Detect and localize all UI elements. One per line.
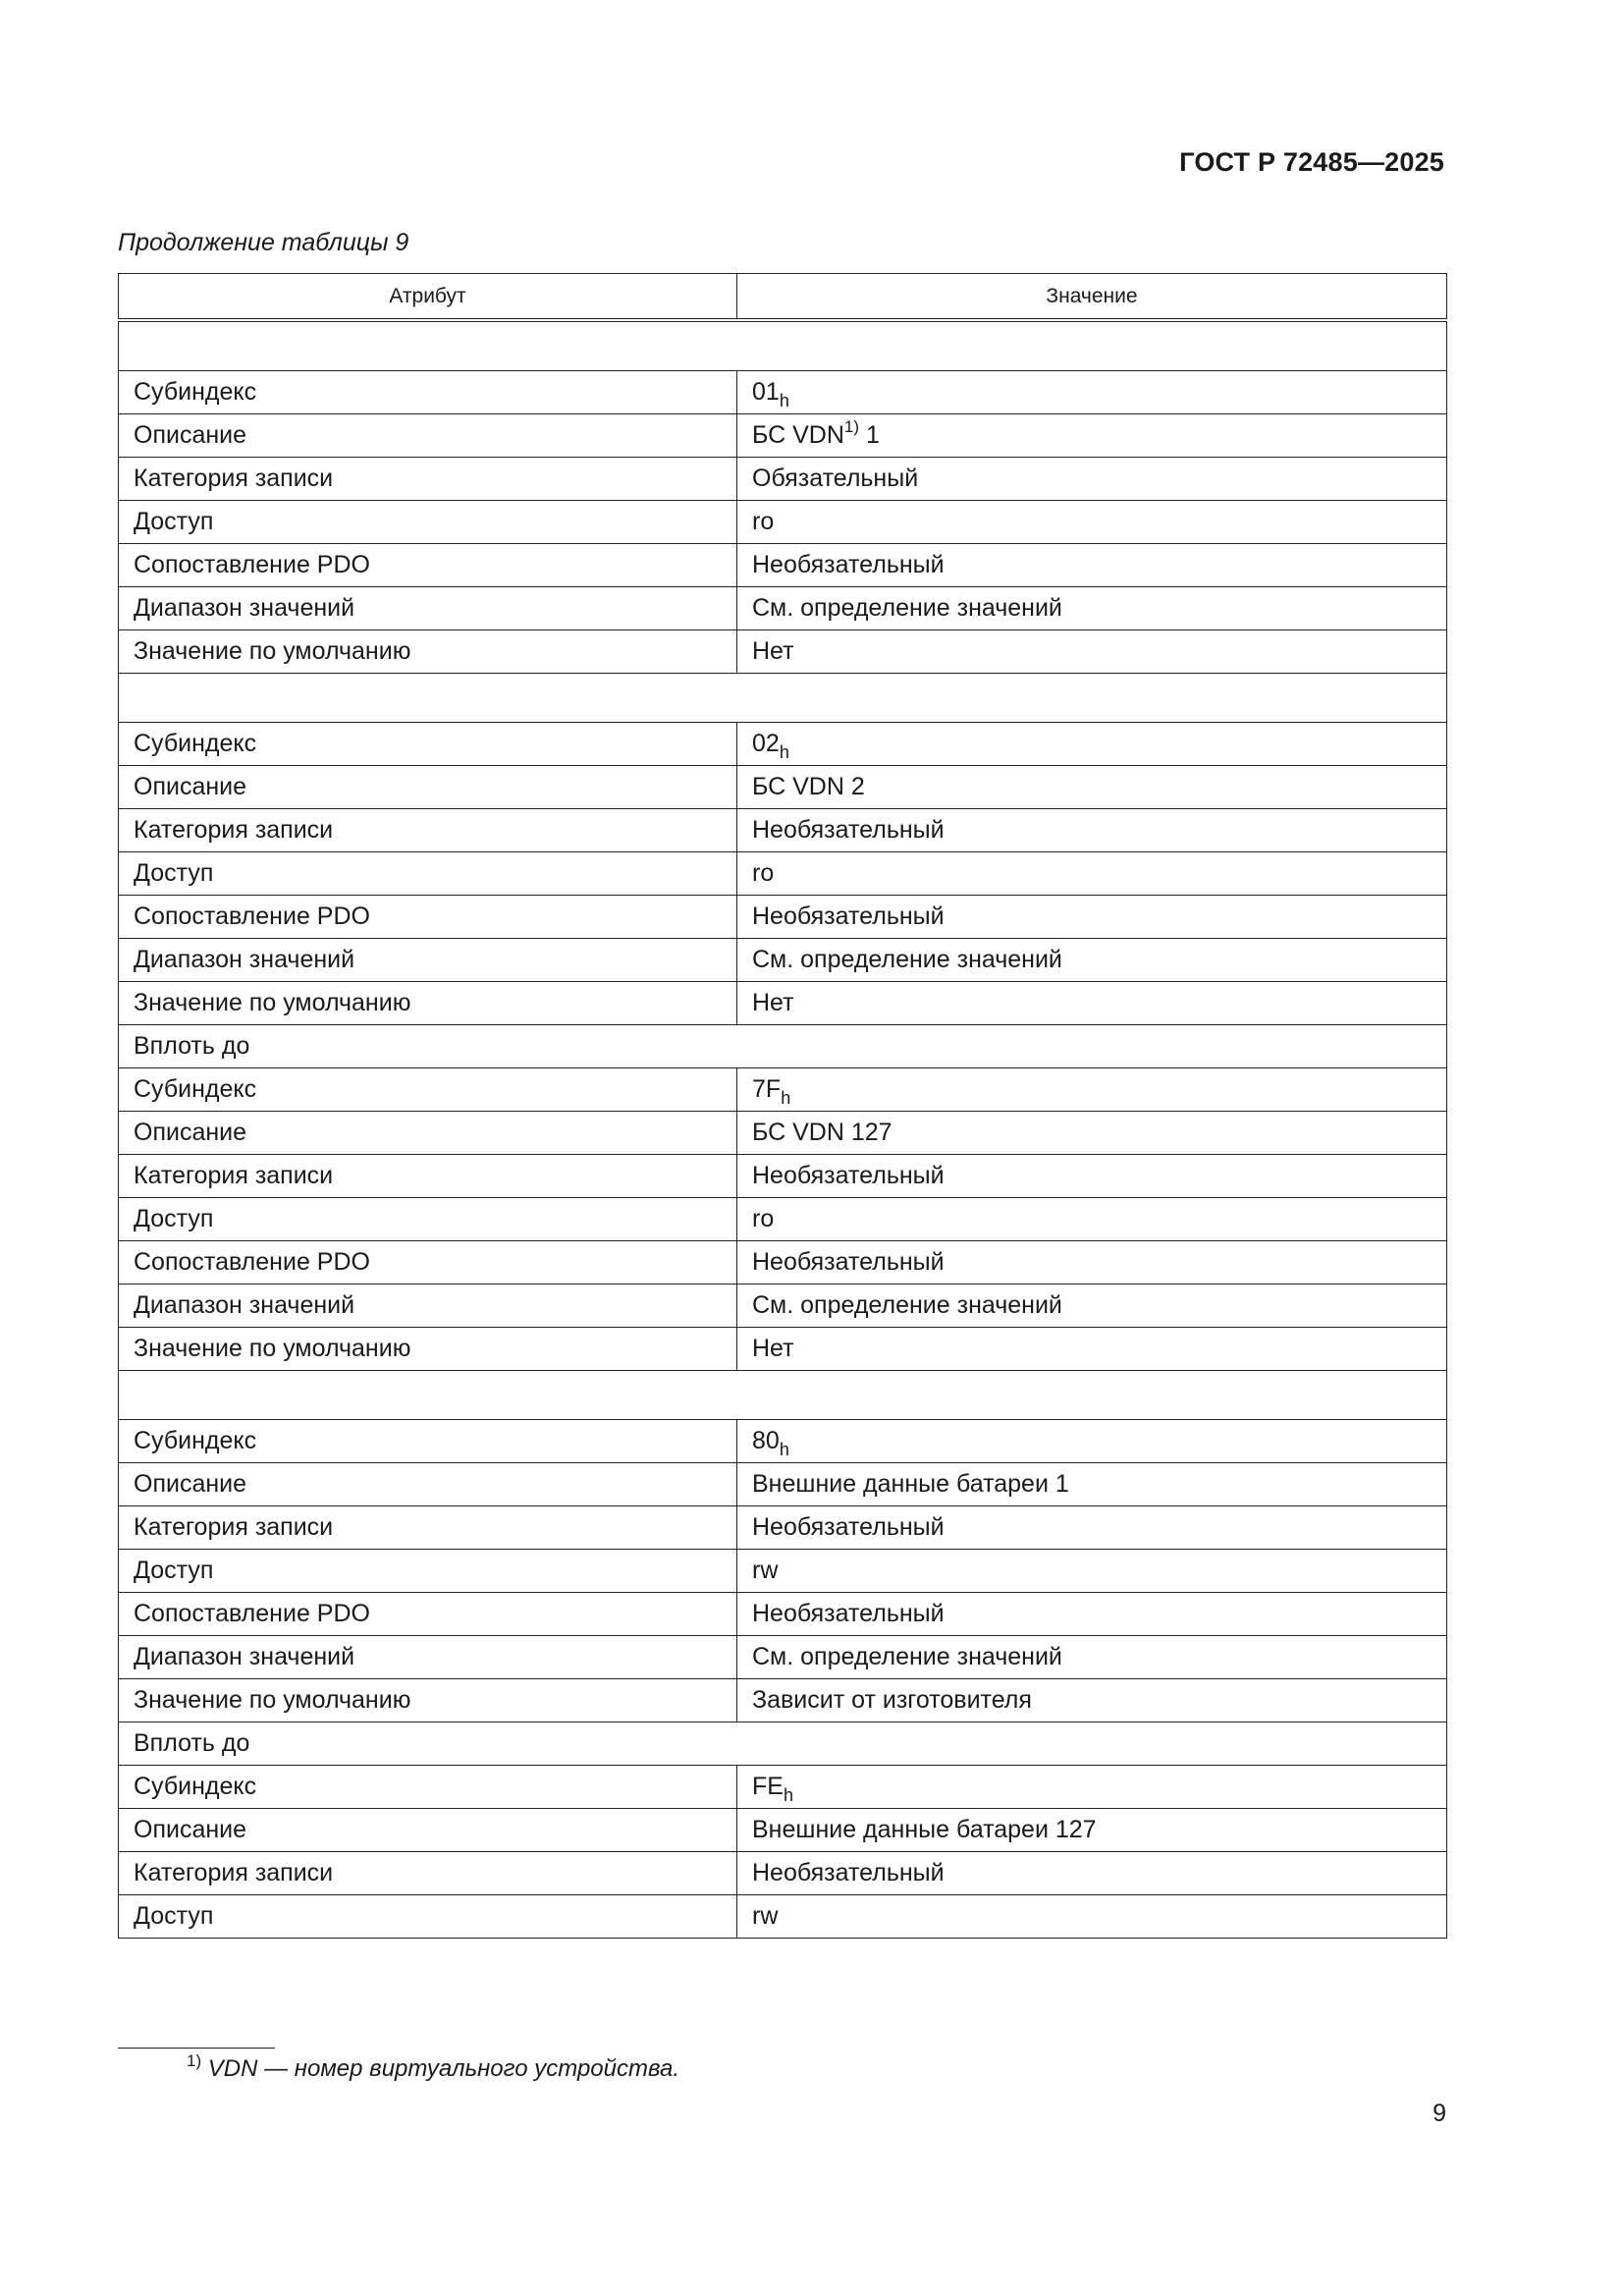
value-cell xyxy=(737,766,1447,809)
value-text: Зависит от изготовителя xyxy=(752,1686,1032,1714)
value-cell xyxy=(737,1766,1447,1809)
value-text: 02 xyxy=(752,730,780,757)
attribute-cell: Доступ xyxy=(119,1550,737,1593)
hex-suffix: h xyxy=(779,391,789,410)
attribute-cell: Сопоставление PDO xyxy=(119,544,737,587)
footnote-text: VDN — номер виртуального устройства. xyxy=(201,2055,680,2082)
value-cell xyxy=(737,1636,1447,1679)
attribute-cell: Субиндекс xyxy=(119,723,737,766)
footnote xyxy=(187,2051,680,2083)
value-text: ro xyxy=(752,859,775,887)
attribute-cell: Диапазон значений xyxy=(119,1285,737,1328)
value-text: Нет xyxy=(752,1335,794,1362)
value-cell xyxy=(737,1285,1447,1328)
value-text: Внешние данные батареи 1 xyxy=(752,1470,1069,1498)
value-text: 80 xyxy=(752,1427,780,1454)
value-text: Необязательный xyxy=(752,1600,945,1627)
table-row xyxy=(119,809,1447,852)
table-row xyxy=(119,630,1447,674)
table-row xyxy=(119,1328,1447,1371)
value-cell xyxy=(737,1463,1447,1506)
value-text: Необязательный xyxy=(752,1513,945,1541)
attribute-cell: Описание xyxy=(119,1112,737,1155)
table-row xyxy=(119,1241,1447,1285)
table-row xyxy=(119,1809,1447,1852)
table-row xyxy=(119,723,1447,766)
table-row xyxy=(119,939,1447,982)
value-text: См. определение значений xyxy=(752,1643,1062,1670)
table-row xyxy=(119,896,1447,939)
table-body xyxy=(119,320,1447,1939)
value-cell xyxy=(737,1809,1447,1852)
range-continuation-row xyxy=(119,1025,1447,1068)
value-cell xyxy=(737,1550,1447,1593)
value-cell xyxy=(737,1155,1447,1198)
attribute-cell: Сопоставление PDO xyxy=(119,896,737,939)
blank-separator-row xyxy=(119,674,1447,723)
table-row xyxy=(119,544,1447,587)
attribute-cell: Описание xyxy=(119,1463,737,1506)
table-row xyxy=(119,766,1447,809)
value-text: Необязательный xyxy=(752,816,945,844)
table-row xyxy=(119,1550,1447,1593)
table-row xyxy=(119,1420,1447,1463)
value-text: 7F xyxy=(752,1075,782,1103)
table-row xyxy=(119,501,1447,544)
table-row xyxy=(119,982,1447,1025)
value-text: Необязательный xyxy=(752,1162,945,1189)
value-cell xyxy=(737,1506,1447,1550)
value-cell xyxy=(737,852,1447,896)
range-continuation-cell: Вплоть до xyxy=(119,1025,1447,1068)
footnote-marker: 1) xyxy=(187,2051,202,2070)
attribute-cell: Значение по умолчанию xyxy=(119,1679,737,1722)
attribute-cell: Диапазон значений xyxy=(119,939,737,982)
document-code: ГОСТ Р 72485—2025 xyxy=(1179,147,1444,177)
value-text: FE xyxy=(752,1773,784,1800)
value-cell xyxy=(737,1112,1447,1155)
value-text: БС VDN 127 xyxy=(752,1119,893,1146)
table-row xyxy=(119,1112,1447,1155)
value-text: Необязательный xyxy=(752,1248,945,1276)
value-text: Необязательный xyxy=(752,1859,945,1886)
page-number: 9 xyxy=(1433,2100,1446,2127)
table-row xyxy=(119,414,1447,458)
range-continuation-cell: Вплоть до xyxy=(119,1722,1447,1766)
value-cell xyxy=(737,1895,1447,1939)
attribute-cell: Диапазон значений xyxy=(119,587,737,630)
header-attribute: Атрибут xyxy=(119,274,737,321)
attribute-cell: Субиндекс xyxy=(119,1766,737,1809)
value-text: Обязательный xyxy=(752,465,919,492)
attribute-cell: Диапазон значений xyxy=(119,1636,737,1679)
attribute-cell: Категория записи xyxy=(119,1506,737,1550)
value-cell xyxy=(737,896,1447,939)
table-row xyxy=(119,1766,1447,1809)
value-cell xyxy=(737,1593,1447,1636)
value-text: См. определение значений xyxy=(752,594,1062,622)
attribute-cell: Субиндекс xyxy=(119,1420,737,1463)
blank-cell xyxy=(119,674,1447,723)
table-row xyxy=(119,587,1447,630)
table-continuation-caption: Продолжение таблицы 9 xyxy=(118,229,409,256)
value-cell xyxy=(737,414,1447,458)
hex-suffix: h xyxy=(781,1088,791,1108)
attribute-cell: Доступ xyxy=(119,501,737,544)
attribute-cell: Категория записи xyxy=(119,809,737,852)
value-text-after: 1 xyxy=(859,421,880,449)
attribute-cell: Описание xyxy=(119,414,737,458)
attribute-cell: Значение по умолчанию xyxy=(119,1328,737,1371)
attribute-cell: Категория записи xyxy=(119,1155,737,1198)
value-text: См. определение значений xyxy=(752,1291,1062,1319)
value-text: ro xyxy=(752,508,775,535)
value-cell xyxy=(737,1852,1447,1895)
table-row xyxy=(119,1506,1447,1550)
value-cell xyxy=(737,1420,1447,1463)
table-row xyxy=(119,1679,1447,1722)
value-cell xyxy=(737,587,1447,630)
table-row xyxy=(119,1285,1447,1328)
attribute-cell: Категория записи xyxy=(119,458,737,501)
value-cell xyxy=(737,809,1447,852)
value-cell xyxy=(737,458,1447,501)
value-text: Нет xyxy=(752,637,794,665)
value-cell xyxy=(737,982,1447,1025)
range-continuation-row xyxy=(119,1722,1447,1766)
table-row xyxy=(119,1852,1447,1895)
hex-suffix: h xyxy=(783,1785,793,1805)
value-cell xyxy=(737,1068,1447,1112)
table-row xyxy=(119,1463,1447,1506)
attribute-cell: Описание xyxy=(119,1809,737,1852)
attribute-cell: Сопоставление PDO xyxy=(119,1241,737,1285)
attribute-cell: Доступ xyxy=(119,1198,737,1241)
table-row xyxy=(119,1068,1447,1112)
blank-cell xyxy=(119,320,1447,371)
value-cell xyxy=(737,501,1447,544)
table-row xyxy=(119,1593,1447,1636)
blank-separator-row xyxy=(119,1371,1447,1420)
value-text: rw xyxy=(752,1902,779,1930)
value-cell xyxy=(737,630,1447,674)
value-text: Внешние данные батареи 127 xyxy=(752,1816,1097,1843)
blank-separator-row xyxy=(119,320,1447,371)
table-row xyxy=(119,1636,1447,1679)
header-value: Значение xyxy=(737,274,1447,321)
value-cell xyxy=(737,371,1447,414)
value-cell xyxy=(737,1198,1447,1241)
table-row xyxy=(119,1895,1447,1939)
hex-suffix: h xyxy=(779,1440,789,1459)
value-cell xyxy=(737,544,1447,587)
attribute-table xyxy=(118,273,1447,1939)
table-row xyxy=(119,1198,1447,1241)
value-cell xyxy=(737,723,1447,766)
value-cell xyxy=(737,1328,1447,1371)
table-row xyxy=(119,458,1447,501)
table-row xyxy=(119,852,1447,896)
value-cell xyxy=(737,939,1447,982)
value-cell xyxy=(737,1679,1447,1722)
table-row xyxy=(119,1155,1447,1198)
attribute-cell: Доступ xyxy=(119,852,737,896)
attribute-cell: Доступ xyxy=(119,1895,737,1939)
attribute-cell: Субиндекс xyxy=(119,371,737,414)
footnote-separator xyxy=(118,2048,275,2049)
attribute-cell: Значение по умолчанию xyxy=(119,982,737,1025)
attribute-cell: Значение по умолчанию xyxy=(119,630,737,674)
value-text: Необязательный xyxy=(752,551,945,578)
value-text: БС VDN 2 xyxy=(752,773,865,800)
table-header-row xyxy=(119,274,1447,321)
value-text: rw xyxy=(752,1557,779,1584)
attribute-cell: Субиндекс xyxy=(119,1068,737,1112)
blank-cell xyxy=(119,1371,1447,1420)
attribute-cell: Категория записи xyxy=(119,1852,737,1895)
attribute-cell: Описание xyxy=(119,766,737,809)
table-row xyxy=(119,371,1447,414)
hex-suffix: h xyxy=(779,742,789,762)
value-text: Нет xyxy=(752,989,794,1016)
value-text: См. определение значений xyxy=(752,946,1062,973)
value-cell xyxy=(737,1241,1447,1285)
value-text: Необязательный xyxy=(752,902,945,930)
footnote-ref: 1) xyxy=(843,417,860,436)
value-text: 01 xyxy=(752,378,780,406)
value-text: ro xyxy=(752,1205,775,1232)
attribute-cell: Сопоставление PDO xyxy=(119,1593,737,1636)
value-text: БС VDN xyxy=(752,421,844,449)
